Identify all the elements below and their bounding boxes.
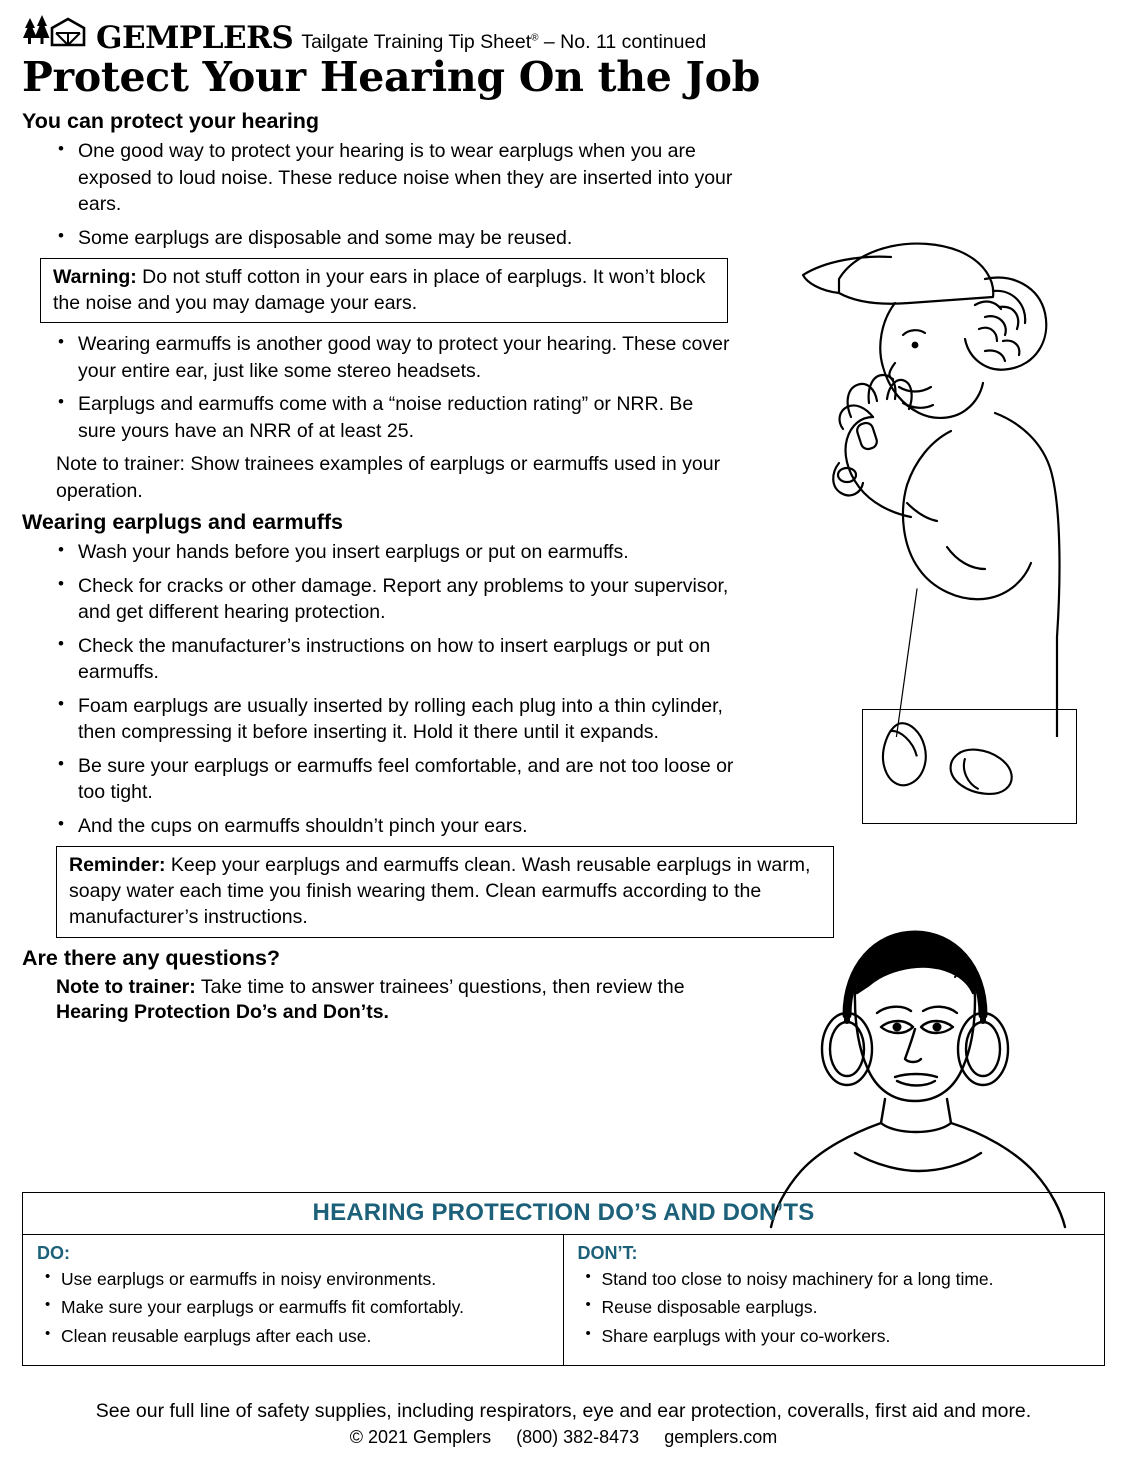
list-item: • Check the manufacturer’s instructions on how to insert earplugs or put on earmuffs. <box>56 633 734 686</box>
list-item: • Make sure your earplugs or earmuffs fit comfortably. <box>43 1296 549 1318</box>
list-item: • Use earplugs or earmuffs in noisy environments. <box>43 1268 549 1290</box>
list-item: • And the cups on earmuffs shouldn’t pinch your ears. <box>56 813 734 840</box>
footer-website[interactable]: gemplers.com <box>664 1427 778 1447</box>
footer-phone: (800) 382-8473 <box>516 1427 640 1447</box>
header-subtitle <box>301 30 707 55</box>
do-label: DO: <box>37 1243 70 1263</box>
reminder-callout <box>56 846 834 937</box>
trainer-note-bold-tail: Hearing Protection Do’s and Don’ts. <box>56 1001 389 1024</box>
trainer-note-protect: Note to trainer: Show trainees examples of earplugs or earmuffs used in your operation. <box>56 453 721 502</box>
header-subtitle-suffix: – No. 11 continued <box>543 30 707 53</box>
section-heading-questions: Are there any questions? <box>22 945 281 970</box>
warning-callout <box>40 258 728 323</box>
dos-and-donts-body <box>23 1235 1104 1365</box>
list-item: • Share earplugs with your co-workers. <box>584 1325 1091 1347</box>
wearing-bullets <box>22 539 734 839</box>
earplugs-inset-box <box>862 709 1077 824</box>
list-item: • Foam earplugs are usually inserted by rolling each plug into a thin cylinder, then compressing it before inserting it. Hold it there until it expands. <box>56 693 734 746</box>
left-column <box>22 109 811 1026</box>
protect-bullets-2 <box>22 331 734 444</box>
list-item: • Stand too close to noisy machinery for a long time. <box>584 1268 1091 1290</box>
do-list <box>37 1268 549 1347</box>
dos-and-donts-title: HEARING PROTECTION DO’S AND DON’TS <box>23 1193 1104 1235</box>
reminder-text: Keep your earplugs and earmuffs clean. Wash reusable earplugs in warm, soapy water each time you finish wearing them. Clean earmuffs according to the manufacturer’s instructions. <box>69 854 811 929</box>
worker-wearing-earmuffs-illustration <box>735 909 1095 1239</box>
section-heading-wearing: Wearing earplugs and earmuffs <box>22 510 343 535</box>
header-subtitle-text: Tailgate Training Tip Sheet <box>301 30 532 53</box>
trainer-note-label: Note to trainer: <box>56 975 196 998</box>
warning-text: Do not stuff cotton in your ears in place of earplugs. It won’t block the noise and you may damage your ears. <box>53 266 706 315</box>
footer-contact <box>0 1427 1127 1448</box>
trainer-note-text: Take time to answer trainees’ questions, then review the <box>195 975 685 998</box>
footer-copyright: © 2021 Gemplers <box>349 1427 492 1447</box>
dont-label: DON’T: <box>577 1243 638 1263</box>
reminder-label: Reminder: <box>69 854 166 877</box>
list-item: • Clean reusable earplugs after each use. <box>43 1325 549 1347</box>
list-item: • Be sure your earplugs or earmuffs feel comfortable, and are not too loose or too tight. <box>56 753 734 806</box>
registered-mark-icon: ® <box>531 32 539 43</box>
page-title: Protect Your Hearing On the Job <box>22 53 761 101</box>
body-area <box>22 109 1105 1026</box>
protect-bullets <box>22 138 734 251</box>
list-item: • Some earplugs are disposable and some may be reused. <box>56 225 734 252</box>
warning-label: Warning: <box>53 266 137 289</box>
page-footer <box>0 1400 1127 1448</box>
trainer-note-questions <box>22 975 734 1026</box>
page-header <box>22 10 1105 54</box>
do-column <box>23 1235 564 1365</box>
list-item: • Reuse disposable earplugs. <box>584 1296 1091 1318</box>
list-item: • Wearing earmuffs is another good way to protect your hearing. These cover your entire ear, just like some stereo headsets. <box>56 331 734 384</box>
list-item: • Check for cracks or other damage. Report any problems to your supervisor, and get different hearing protection. <box>56 573 734 626</box>
footer-tagline: See our full line of safety supplies, including respirators, eye and ear protection, coveralls, first aid and more. <box>95 1400 1032 1422</box>
list-item: • Earplugs and earmuffs come with a “noise reduction rating” or NRR. Be sure yours have an NRR of at least 25. <box>56 391 734 444</box>
dos-and-donts-table <box>22 1192 1105 1366</box>
section-heading-protect: You can protect your hearing <box>22 109 320 134</box>
worker-inserting-earplug-illustration <box>799 217 1099 737</box>
dont-column <box>564 1235 1105 1365</box>
two-foam-earplugs-illustration <box>863 710 1074 821</box>
list-item: • One good way to protect your hearing is to wear earplugs when you are exposed to loud noise. These reduce noise when they are inserted into your ears. <box>56 138 734 218</box>
brand-name: GEMPLERS <box>96 20 294 56</box>
list-item: • Wash your hands before you insert earplugs or put on earmuffs. <box>56 539 734 566</box>
dont-list <box>578 1268 1091 1347</box>
trees-and-barn-logo-icon <box>22 14 86 54</box>
